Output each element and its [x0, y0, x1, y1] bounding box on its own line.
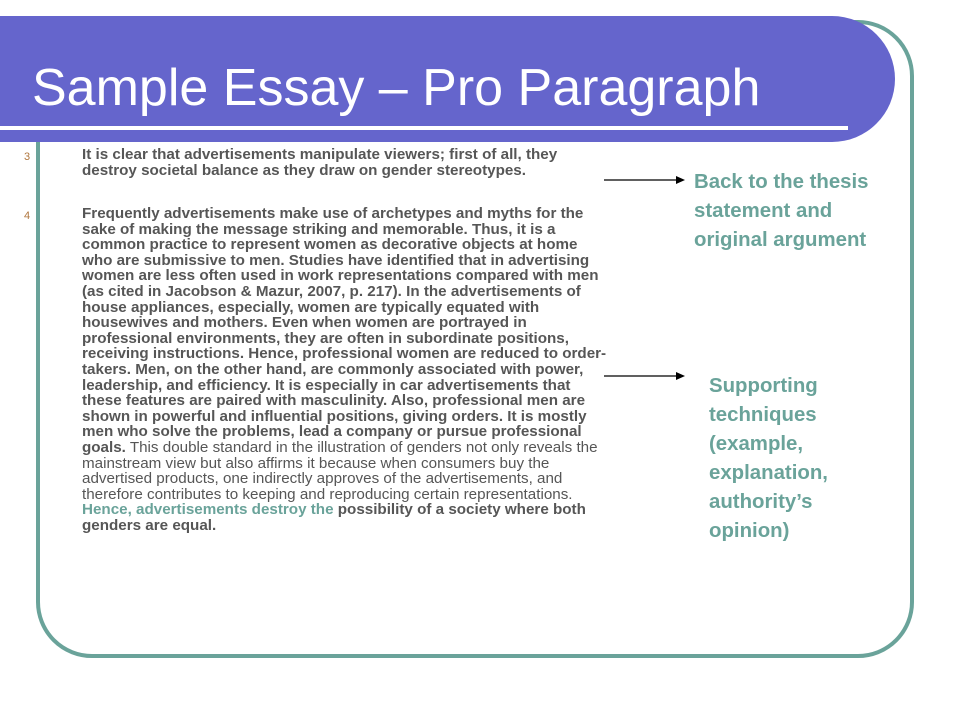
annotation-thesis: Back to the thesis statement and original argument	[694, 171, 869, 251]
paragraph-4	[82, 206, 610, 533]
paragraph-4-closing-text: possibility of a society where both genders are equal.	[82, 501, 586, 534]
paragraph-number-3: 3	[24, 151, 31, 163]
paragraph-number-4: 4	[24, 210, 31, 222]
slide-title: Sample Essay – Pro Paragraph	[32, 59, 761, 117]
arrow-right-icon	[604, 172, 686, 188]
arrow-right-icon	[604, 368, 686, 384]
paragraph-4-bold-text: Frequently advertisements make use of archetypes and myths for the sake of making the message striking and memorable. Thus, it is a common practice to represent women as decorative objects at home who are submissive to men. Studies have identified that in advertising women are less often used in work representations compared with men (as cited in Jacobson & Mazur, 2007, p. 217). In the advertisements of house appliances, especially, women are typically equated with housewives and mothers. Even when women are portrayed in professional environments, they are often in subordinate positions, receiving instructions. Hence, professional women are reduced to order-takers. Men, on the other hand, are commonly associated with power, leadership, and efficiency. It is especially in car advertisements that these features are paired with masculinity. Also, professional men are shown in powerful and influential positions, giving orders. It is mostly men who solve the problems, lead a company or pursue professional goals.	[82, 205, 607, 456]
paragraph-3: It is clear that advertisements manipulate viewers; first of all, they destroy societal balance as they draw on gender stereotypes.	[82, 146, 558, 179]
annotation-supporting-techniques: Supporting techniques (example, explanation, authority’s opinion)	[709, 375, 828, 542]
title-bar	[0, 16, 895, 142]
paragraph-4-highlight-text: Hence, advertisements destroy the	[82, 501, 334, 519]
paragraph-4-normal-text: This double standard in the illustration of genders not only reveals the mainstream view but also affirms it because when consumers buy the advertised products, one indirectly approves of the advertisements, and therefore contributes to keeping and reproducing certain representations.	[82, 438, 598, 503]
